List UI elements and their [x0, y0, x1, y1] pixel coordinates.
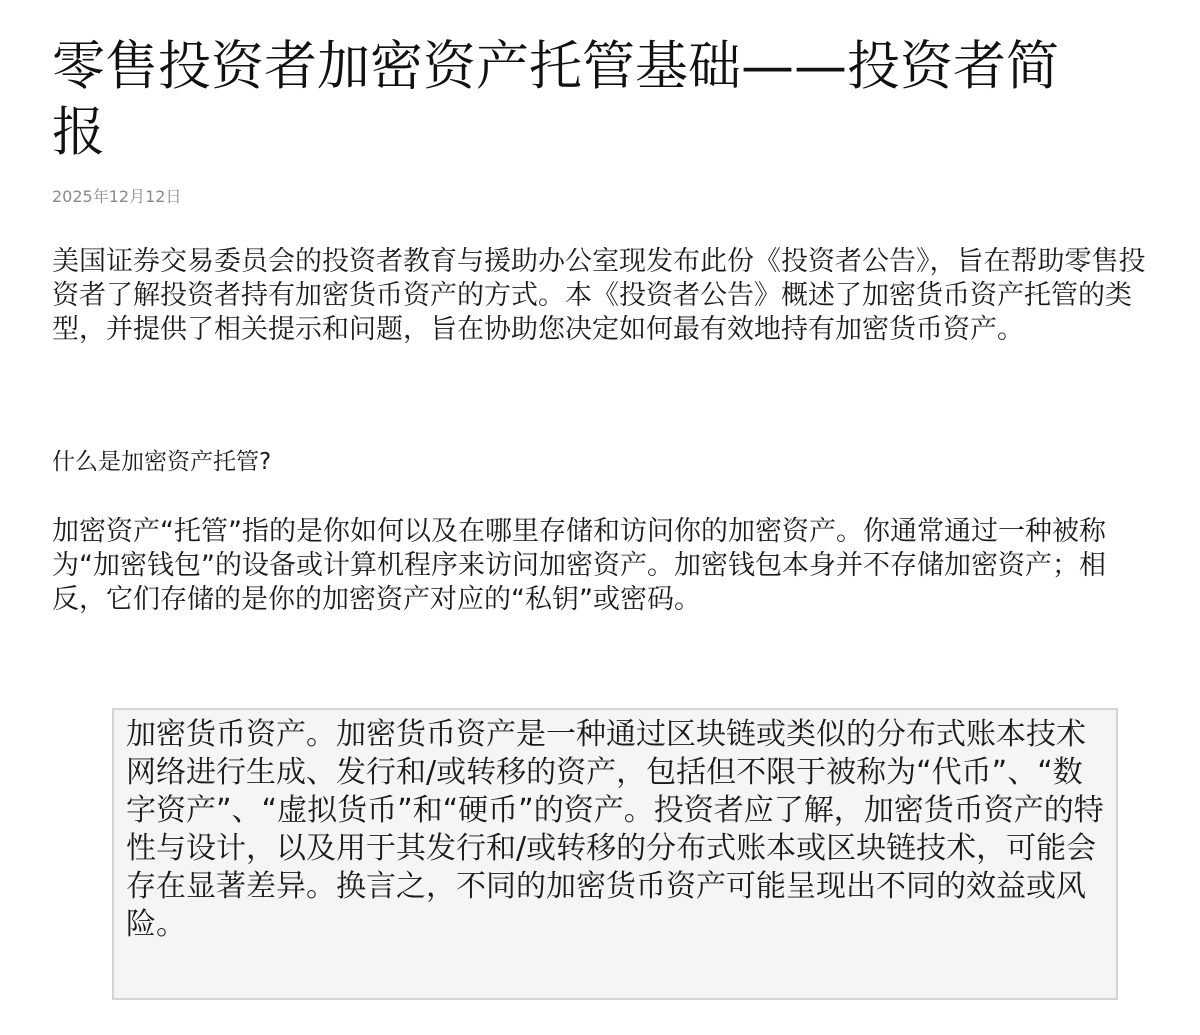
- article-title: 零售投资者加密资产托管基础——投资者简报: [52, 36, 1059, 163]
- intro-paragraph: 美国证券交易委员会的投资者教育与援助办公室现发布此份《投资者公告》，旨在帮助零售投资者了解投资者持有加密货币资产的方式。本《投资者公告》概述了加密货币资产托管的类型，并提供了相关提示和问题，旨在协助您决定如何最有效地持有加密货币资产。: [52, 246, 1146, 345]
- callout-text: 加密货币资产。加密货币资产是一种通过区块链或类似的分布式账本技术网络进行生成、发行和/或转移的资产，包括但不限于被称为“代币”、“数字资产”、“虚拟货币”和“硬币”的资产。投资者应了解，加密货币资产的特性与设计，以及用于其发行和/或转移的分布式账本或区块链技术，可能会存在显著差异。换言之，不同的加密货币资产可能呈现出不同的效益或风险。: [126, 717, 1104, 942]
- custody-definition-paragraph: 加密资产“托管”指的是你如何以及在哪里存储和访问你的加密资产。你通常通过一种被称为“加密钱包”的设备或计算机程序来访问加密资产。加密钱包本身并不存储加密资产；相反，它们存储的是你的加密资产对应的“私钥”或密码。: [52, 516, 1106, 615]
- crypto-asset-definition-callout: [112, 708, 1118, 1000]
- publish-date: 2025年12月12日: [52, 187, 182, 206]
- section-heading: 什么是加密资产托管?: [52, 449, 272, 475]
